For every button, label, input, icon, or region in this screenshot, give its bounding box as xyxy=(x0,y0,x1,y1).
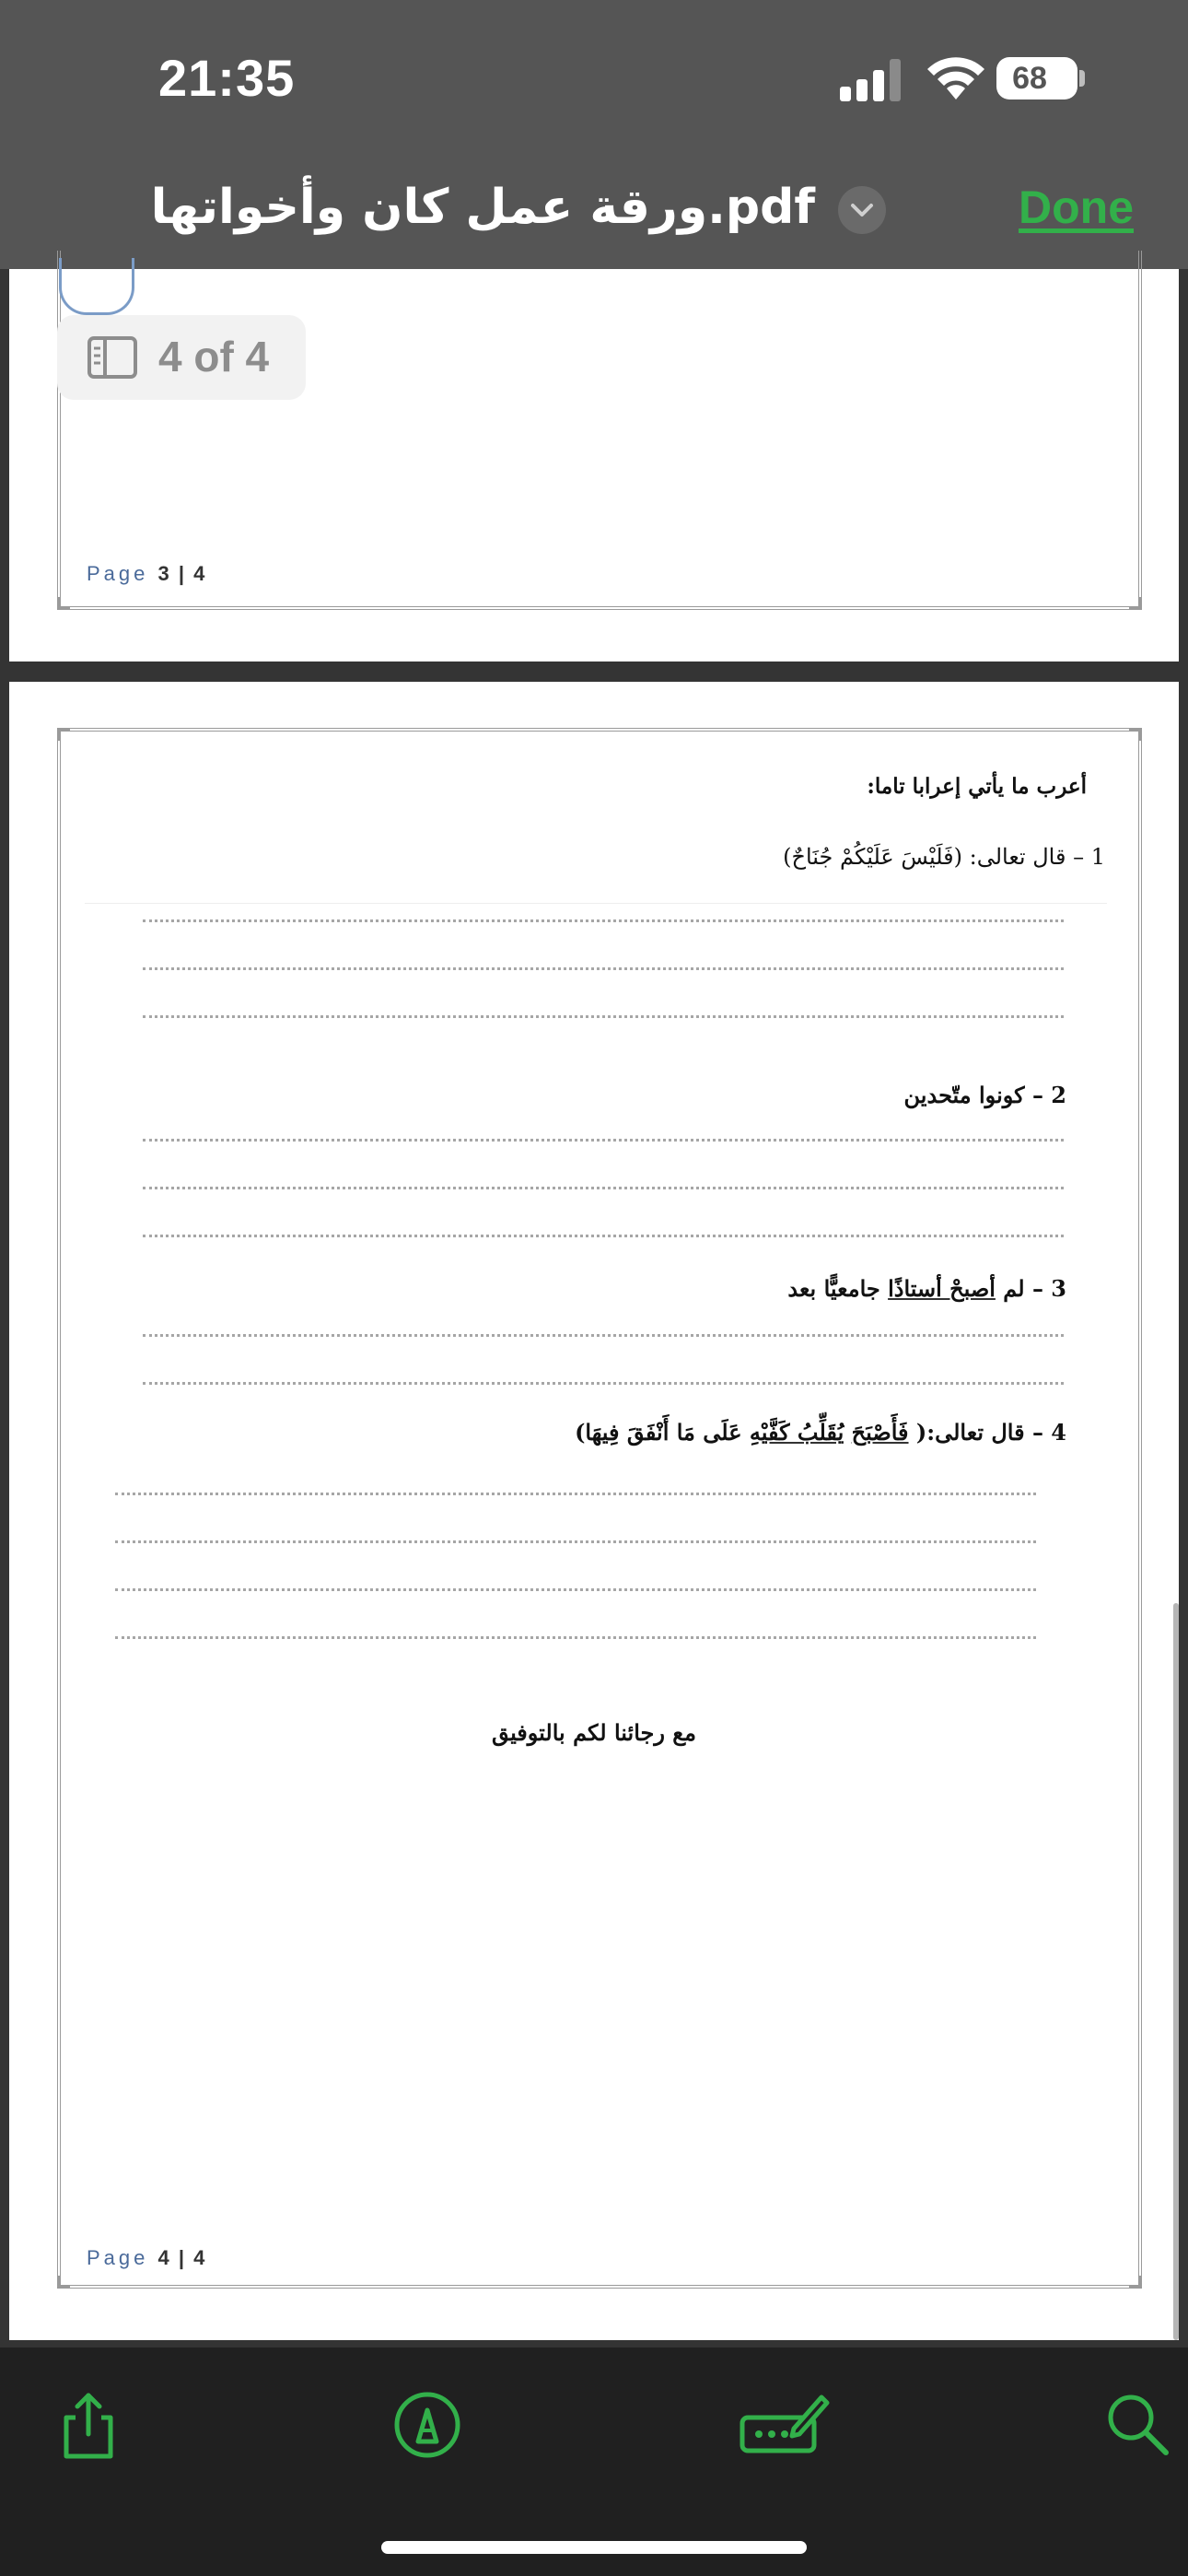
share-icon xyxy=(52,2388,125,2462)
page-footer-word: Page xyxy=(87,562,149,585)
question-number: 3 – xyxy=(1031,1275,1066,1302)
question-4 xyxy=(575,1419,1066,1446)
document-title[interactable]: ورقة عمل كان وأخواتها.pdf xyxy=(150,180,815,235)
wifi-icon xyxy=(925,53,987,101)
markup-icon xyxy=(390,2388,464,2462)
page-indicator[interactable] xyxy=(57,315,306,400)
done-button[interactable]: Done xyxy=(1019,181,1134,233)
quran-quote-rest: عَلَى مَا أَنْفَقَ فِيهَا) xyxy=(575,1419,742,1446)
page-footer xyxy=(87,562,206,586)
border-corner xyxy=(1129,2276,1142,2289)
closing-text: مع رجائنا لكم بالتوفيق xyxy=(492,1719,696,1746)
chevron-down-icon xyxy=(838,186,886,234)
border-corner xyxy=(1129,597,1142,610)
border-corner xyxy=(57,728,70,741)
question-1 xyxy=(783,844,1105,870)
answer-line xyxy=(115,1493,1036,1495)
question-text: كونوا متّحدين xyxy=(903,1082,1025,1108)
question-word: لم xyxy=(1003,1275,1025,1302)
page-border xyxy=(57,728,1142,2289)
instruction-text: أعرب ما يأتي إعرابا تاما: xyxy=(867,774,1087,799)
answer-line xyxy=(115,1636,1036,1639)
search-button[interactable] xyxy=(1101,2388,1175,2462)
page-border xyxy=(57,251,1142,610)
answer-line xyxy=(143,1382,1064,1385)
border-corner xyxy=(57,597,70,610)
markup-button[interactable] xyxy=(390,2388,464,2462)
question-number: 2 – xyxy=(1031,1082,1066,1108)
battery-indicator xyxy=(996,57,1077,100)
answer-line xyxy=(143,967,1064,970)
page-footer-number: 3 | 4 xyxy=(157,562,207,585)
page-footer-word: Page xyxy=(87,2246,149,2269)
question-number: 1 – xyxy=(1073,844,1105,870)
page-footer-number: 4 | 4 xyxy=(157,2246,207,2269)
title-menu-button[interactable] xyxy=(838,186,886,234)
cellular-signal-icon xyxy=(840,59,903,101)
answer-line xyxy=(143,1187,1064,1189)
page-footer xyxy=(87,2246,206,2270)
answer-line xyxy=(143,1139,1064,1142)
underlined-word: فَأَصْبَحَ xyxy=(851,1419,909,1446)
question-rest: جامعيًّا بعد xyxy=(787,1275,880,1302)
home-indicator[interactable] xyxy=(381,2541,807,2554)
status-time: 21:35 xyxy=(158,49,296,107)
divider xyxy=(85,903,1107,904)
answer-line xyxy=(115,1588,1036,1591)
pdf-page-4 xyxy=(9,682,1179,2340)
annotation-shape xyxy=(59,258,134,315)
scroll-indicator[interactable] xyxy=(1173,1603,1179,2340)
battery-tip xyxy=(1079,70,1085,87)
form-fill-button[interactable] xyxy=(739,2388,831,2462)
quran-quote: (فَلَيْسَ عَلَيْكُمْ جُنَاحٌ) xyxy=(783,844,962,870)
page-indicator-label: 4 of 4 xyxy=(158,333,270,381)
battery-level: 68 xyxy=(1012,61,1047,96)
answer-line xyxy=(143,1235,1064,1237)
border-corner xyxy=(1129,728,1142,741)
question-prefix: قال تعالى:( xyxy=(915,1419,1025,1446)
question-prefix: قال تعالى: xyxy=(969,844,1066,870)
answer-line xyxy=(143,1334,1064,1337)
answer-line xyxy=(115,1540,1036,1543)
sidebar-icon xyxy=(87,335,138,380)
border-corner xyxy=(57,2276,70,2289)
search-icon xyxy=(1101,2388,1175,2462)
underlined-phrase: أصبحْ أستاذًا xyxy=(888,1275,996,1302)
question-3 xyxy=(787,1275,1066,1302)
form-fill-icon xyxy=(739,2388,831,2462)
question-2 xyxy=(904,1082,1066,1108)
share-button[interactable] xyxy=(52,2388,125,2462)
question-number: 4 – xyxy=(1031,1419,1066,1446)
top-bar xyxy=(0,0,1188,269)
underlined-phrase: يُقَلِّبُ كَفَّيْهِ xyxy=(749,1419,844,1446)
answer-line xyxy=(143,1015,1064,1018)
answer-line xyxy=(143,919,1064,922)
